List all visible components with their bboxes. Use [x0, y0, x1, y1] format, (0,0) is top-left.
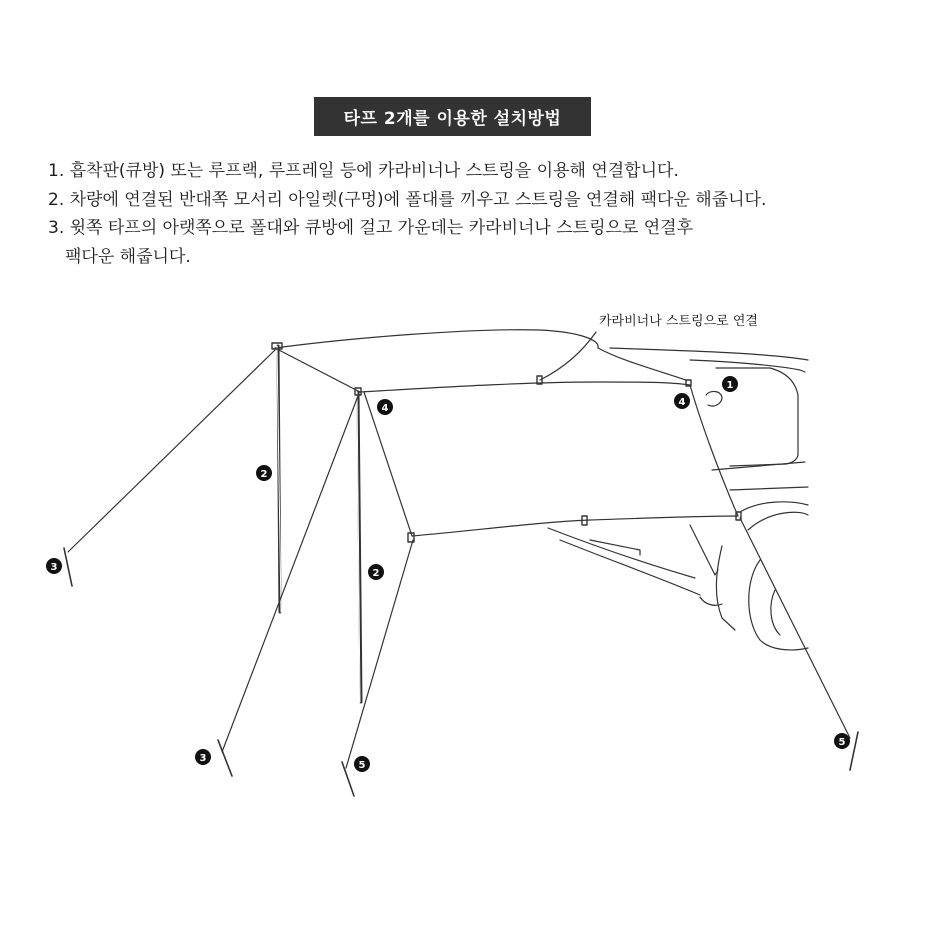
svg-text:4: 4 — [381, 403, 389, 414]
svg-text:4: 4 — [678, 397, 686, 408]
badge-2-right — [368, 564, 384, 580]
badge-1 — [722, 376, 738, 392]
svg-text:2: 2 — [260, 469, 268, 480]
clips — [272, 343, 741, 542]
car-illustration — [548, 348, 808, 650]
badge-5-bottom — [354, 756, 370, 772]
guy-lines — [68, 332, 850, 768]
callout-label: 카라비너나 스트링으로 연결 — [599, 314, 758, 329]
poles — [277, 346, 361, 702]
stakes — [64, 548, 858, 796]
number-badges — [46, 376, 850, 772]
step-1: 1. 흡착판(큐방) 또는 루프랙, 루프레일 등에 카라비너나 스트링을 이용해 연결합니다. — [48, 161, 679, 181]
svg-text:3: 3 — [199, 753, 207, 764]
svg-text:2: 2 — [372, 568, 380, 579]
svg-text:1: 1 — [726, 380, 734, 391]
badge-5-right — [834, 733, 850, 749]
step-2: 2. 차량에 연결된 반대쪽 모서리 아일렛(구멍)에 폴대를 끼우고 스트링을 연결해 팩다운 해줍니다. — [48, 189, 767, 210]
upper-tarp — [275, 330, 690, 392]
step-3: 3. 윗쪽 타프의 아랫쪽으로 폴대와 큐방에 걸고 가운데는 카라비너나 스트링으로 연결후 — [48, 218, 694, 238]
step-3-continued: 팩다운 해줍니다. — [65, 246, 191, 267]
svg-text:5: 5 — [838, 737, 846, 748]
page-title: 타프 2개를 이용한 설치방법 — [343, 109, 562, 129]
badge-4-left — [377, 399, 393, 415]
badge-2-left — [256, 465, 272, 481]
svg-text:3: 3 — [50, 562, 58, 573]
badge-3-far-left — [46, 558, 62, 574]
svg-text:5: 5 — [358, 760, 366, 771]
badge-4-right — [674, 393, 690, 409]
badge-3-bottom — [195, 749, 211, 765]
